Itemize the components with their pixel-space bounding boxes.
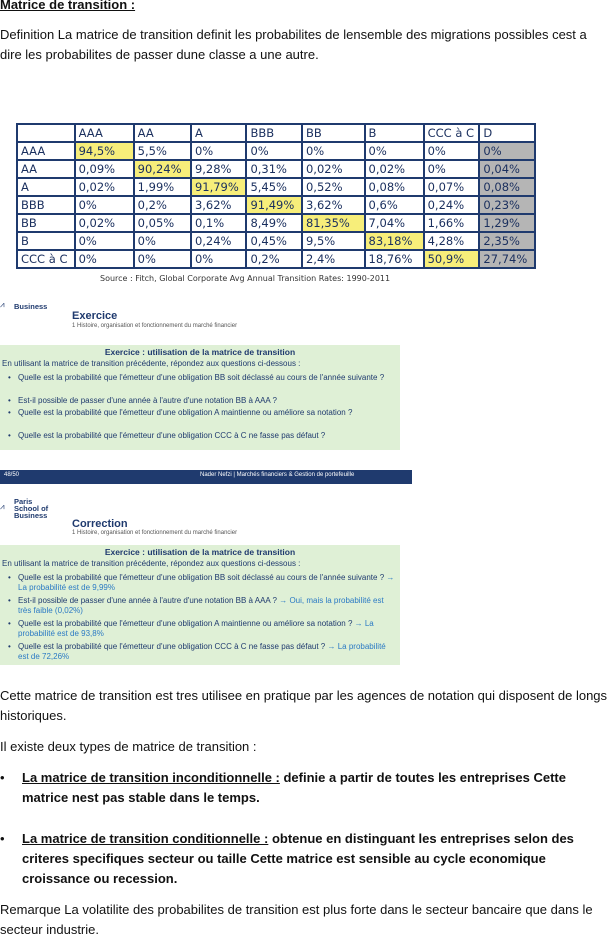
- bullet-icon: •: [8, 396, 11, 405]
- matrix-cell: 1,29%: [479, 214, 535, 232]
- matrix-cell: 0%: [75, 250, 134, 268]
- matrix-cell: 9,28%: [191, 160, 247, 178]
- matrix-cell: 0,24%: [424, 196, 480, 214]
- matrix-cell: 1,99%: [134, 178, 191, 196]
- matrix-row: [17, 178, 535, 196]
- matrix-cell: 0,6%: [365, 196, 424, 214]
- slide-page-number: 48/50: [4, 472, 20, 478]
- matrix-cell: 18,76%: [365, 250, 424, 268]
- matrix-cell: 4,28%: [424, 232, 480, 250]
- correction-answer-2: → Oui, mais la probabilité est très faible (0,02%): [18, 596, 384, 615]
- slide-title: Exercice: [72, 310, 118, 322]
- correction-box: [0, 545, 400, 665]
- matrix-cell: 50,9%: [424, 250, 480, 268]
- matrix-cell: 0,02%: [75, 178, 134, 196]
- school-logo-icon: ⩘: [0, 502, 5, 511]
- bullet-icon: •: [0, 770, 5, 785]
- matrix-header-cell: [17, 124, 75, 142]
- matrix-cell: 0,02%: [365, 160, 424, 178]
- matrix-header-cell: D: [479, 124, 535, 142]
- exercise-box-title: Exercice : utilisation de la matrice de transition: [104, 347, 296, 357]
- matrix-header-cell: BB: [302, 124, 365, 142]
- matrix-header-cell: B: [365, 124, 424, 142]
- matrix-cell: 0,45%: [246, 232, 302, 250]
- matrix-cell: 0%: [424, 142, 480, 160]
- matrix-row-label: AAA: [17, 142, 75, 160]
- matrix-cell: 0%: [246, 142, 302, 160]
- exercise-question-1: Quelle est la probabilité que l'émetteur d'une obligation BB soit déclassé au cours de l'année suivante ?: [18, 373, 385, 382]
- bullet-icon: •: [8, 573, 11, 582]
- matrix-cell: 5,5%: [134, 142, 191, 160]
- matrix-row: [17, 160, 535, 178]
- matrix-header-row: [17, 124, 535, 142]
- type-conditional-text: obtenue en distinguant les entreprises selon des criteres specifiques secteur ou taille Cette matrice est sensible au cycle economique croissance ou recession.: [22, 831, 574, 886]
- bullet-icon: •: [8, 373, 11, 382]
- matrix-header-cell: BBB: [246, 124, 302, 142]
- bullet-icon: •: [8, 619, 11, 628]
- matrix-cell: 0,05%: [134, 214, 191, 232]
- exercise-question-3: Quelle est la probabilité que l'émetteur d'une obligation A maintienne ou améliore sa notation ?: [18, 408, 353, 417]
- types-intro: Il existe deux types de matrice de transition :: [0, 739, 257, 754]
- matrix-header-cell: AAA: [75, 124, 134, 142]
- exercise-question-2: Est-il possible de passer d'une année à l'autre d'une notation BB à AAA ?: [18, 396, 277, 405]
- bullet-icon: •: [8, 642, 11, 651]
- correction-answer-3: → La probabilité est de 93,8%: [18, 619, 374, 638]
- matrix-cell: 9,5%: [302, 232, 365, 250]
- matrix-cell: 0%: [479, 142, 535, 160]
- remark-paragraph: Remarque La volatilite des probabilites de transition est plus forte dans le secteur bancaire que dans le secteur industrie.: [0, 902, 593, 937]
- matrix-cell: 0,04%: [479, 160, 535, 178]
- matrix-row-label: CCC à C: [17, 250, 75, 268]
- correction-item-4: Quelle est la probabilité que l'émetteur d'une obligation CCC à C ne fasse pas défaut ? → La probabilité est de 72,26%: [18, 642, 386, 661]
- matrix-row-label: AA: [17, 160, 75, 178]
- matrix-cell: 1,66%: [424, 214, 480, 232]
- school-name-line-2: School of: [14, 504, 49, 513]
- exercise-intro: En utilisant la matrice de transition précédente, répondez aux questions ci-dessous :: [2, 359, 301, 368]
- matrix-cell: 0,24%: [191, 232, 247, 250]
- matrix-cell: 0%: [134, 250, 191, 268]
- matrix-cell: 3,62%: [302, 196, 365, 214]
- matrix-cell: 0%: [191, 142, 247, 160]
- matrix-cell: 83,18%: [365, 232, 424, 250]
- matrix-cell: 91,79%: [191, 178, 247, 196]
- correction-answer-4: → La probabilité est de 72,26%: [18, 642, 386, 661]
- slide-subtitle: 1 Histoire, organisation et fonctionnement du marché financier: [72, 323, 238, 329]
- matrix-cell: 0,07%: [424, 178, 480, 196]
- matrix-cell: 2,4%: [302, 250, 365, 268]
- matrix-header-cell: A: [191, 124, 247, 142]
- matrix-cell: 0,1%: [191, 214, 247, 232]
- matrix-cell: 0,09%: [75, 160, 134, 178]
- matrix-row: [17, 250, 535, 268]
- slide-footer: [0, 470, 412, 484]
- school-name-line-1: Paris: [14, 497, 33, 506]
- matrix-cell: 0%: [424, 160, 480, 178]
- matrix-cell: 2,35%: [479, 232, 535, 250]
- matrix-cell: 0,02%: [302, 160, 365, 178]
- matrix-cell: 0,2%: [134, 196, 191, 214]
- matrix-row: [17, 142, 535, 160]
- matrix-row-label: A: [17, 178, 75, 196]
- matrix-row: [17, 214, 535, 232]
- transition-matrix-image: [13, 120, 536, 292]
- correction-item-1: Quelle est la probabilité que l'émetteur d'une obligation BB soit déclassé au cours de l'année suivante ? → La probabilité est de 9,99%: [18, 573, 395, 592]
- matrix-row-label: B: [17, 232, 75, 250]
- matrix-cell: 91,49%: [246, 196, 302, 214]
- matrix-cell: 0%: [75, 196, 134, 214]
- correction-item-3: Quelle est la probabilité que l'émetteur d'une obligation A maintienne ou améliore sa notation ? → La probabilité est de 93,8%: [18, 619, 374, 638]
- school-name: Business: [14, 302, 48, 311]
- matrix-cell: 0,02%: [75, 214, 134, 232]
- matrix-cell: 3,62%: [191, 196, 247, 214]
- matrix-cell: 0%: [302, 142, 365, 160]
- type-conditional-label: La matrice de transition conditionnelle :: [22, 831, 269, 846]
- matrix-cell: 27,74%: [479, 250, 535, 268]
- school-name-line-3: Business: [14, 511, 48, 520]
- correction-item-2: Est-il possible de passer d'une année à l'autre d'une notation BB à AAA ? → Oui, mais la probabilité est très faible (0,02%): [18, 596, 384, 615]
- type-unconditional-text: definie a partir de toutes les entreprises Cette matrice nest pas stable dans le temps.: [22, 770, 566, 805]
- slide-author: Nader Nefzi | Marchés financiers & Gestion de portefeuille: [200, 472, 355, 478]
- exercise-box: [0, 345, 400, 450]
- definition-paragraph: Definition La matrice de transition definit les probabilites de lensemble des migrations possibles cest a dire les probabilites de passer dune classe a une autre.: [0, 27, 587, 62]
- matrix-cell: 7,04%: [365, 214, 424, 232]
- slide-title: Correction: [72, 518, 128, 530]
- bullet-icon: •: [8, 596, 11, 605]
- matrix-cell: 94,5%: [75, 142, 134, 160]
- matrix-cell: 8,49%: [246, 214, 302, 232]
- correction-answer-1: → La probabilité est de 9,99%: [18, 573, 395, 592]
- matrix-cell: 0,52%: [302, 178, 365, 196]
- matrix-row-label: BB: [17, 214, 75, 232]
- matrix-cell: 0,2%: [246, 250, 302, 268]
- matrix-cell: 0,31%: [246, 160, 302, 178]
- matrix-cell: 81,35%: [302, 214, 365, 232]
- correction-box-title: Exercice : utilisation de la matrice de transition: [104, 547, 296, 557]
- matrix-cell: 0,23%: [479, 196, 535, 214]
- exercise-question-4: Quelle est la probabilité que l'émetteur d'une obligation CCC à C ne fasse pas défaut ?: [18, 431, 326, 440]
- bullet-icon: •: [8, 431, 11, 440]
- bullet-icon: •: [0, 831, 5, 846]
- transition-matrix-table: [16, 123, 536, 269]
- bullet-icon: •: [8, 408, 11, 417]
- section-heading: Matrice de transition :: [0, 0, 136, 12]
- matrix-cell: 0%: [365, 142, 424, 160]
- matrix-header-cell: CCC à C: [424, 124, 480, 142]
- correction-slide: [0, 496, 412, 672]
- matrix-cell: 0%: [134, 232, 191, 250]
- slide-subtitle: 1 Histoire, organisation et fonctionnement du marché financier: [72, 530, 238, 536]
- matrix-row-label: BBB: [17, 196, 75, 214]
- usage-paragraph: Cette matrice de transition est tres utilisee en pratique par les agences de notation qui disposent de longs historiques.: [0, 688, 608, 723]
- matrix-cell: 0,08%: [365, 178, 424, 196]
- matrix-header-cell: AA: [134, 124, 191, 142]
- type-unconditional-label: La matrice de transition inconditionnelle :: [22, 770, 280, 785]
- matrix-cell: 5,45%: [246, 178, 302, 196]
- matrix-row: [17, 232, 535, 250]
- matrix-cell: 0,08%: [479, 178, 535, 196]
- matrix-row: [17, 196, 535, 214]
- matrix-cell: 0%: [75, 232, 134, 250]
- matrix-cell: 0%: [191, 250, 247, 268]
- school-logo-icon: ⩘: [0, 300, 5, 309]
- exercise-slide: [0, 298, 412, 458]
- correction-intro: En utilisant la matrice de transition précédente, répondez aux questions ci-dessous :: [2, 559, 301, 568]
- matrix-source: Source : Fitch, Global Corporate Avg Annual Transition Rates: 1990-2011: [100, 274, 391, 283]
- matrix-cell: 90,24%: [134, 160, 191, 178]
